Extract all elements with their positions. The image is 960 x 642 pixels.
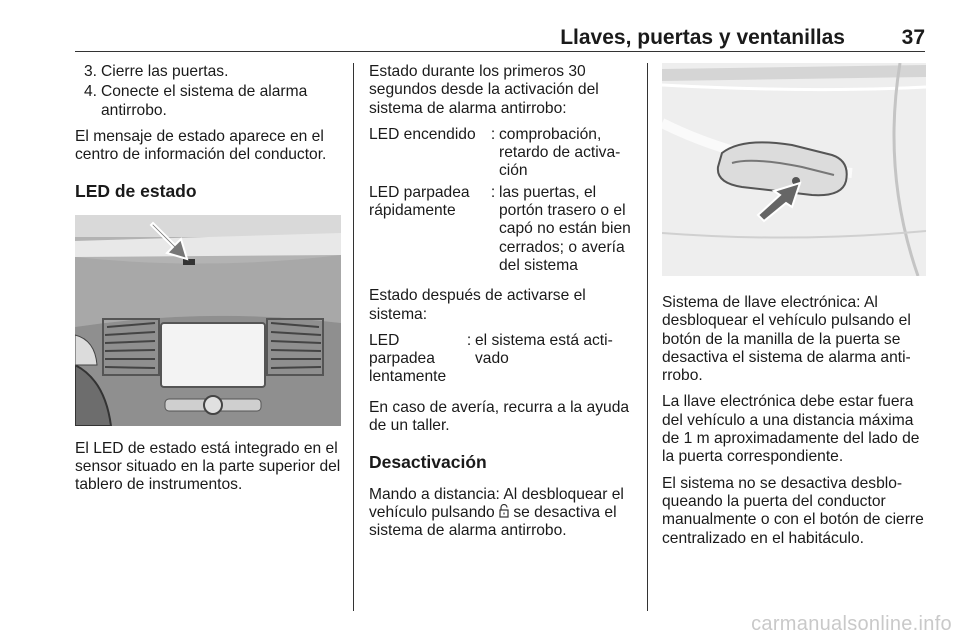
column-3 (662, 63, 926, 556)
header-rule (75, 51, 925, 52)
paragraph: Estado después de activarse el sistema: (369, 287, 586, 323)
status-term: LED parpadea rápidamente (369, 183, 470, 220)
status-description: comprobación, retardo de activa-ción (499, 125, 621, 180)
door-handle-illustration (662, 63, 926, 276)
list-item (75, 83, 341, 120)
status-description: el sistema está acti-vado (475, 331, 613, 368)
separator: : (466, 331, 472, 349)
dashboard-illustration (75, 215, 341, 426)
paragraph: Estado durante los primeros 30 segundos desde la activación del sistema de alarma antirrobo: (369, 63, 599, 117)
page-title: Llaves, puertas y ventanillas (560, 26, 845, 49)
paragraph: El sistema no se desactiva desblo-queando la puerta del conductor manualmente o con el botón de cierre centralizado en el habitáculo. (662, 474, 924, 547)
page-header (75, 26, 925, 50)
paragraph: En caso de avería, recurra a la ayuda de un taller. (369, 398, 630, 435)
column-divider (353, 63, 354, 611)
paragraph (369, 486, 637, 541)
paragraph: Sistema de llave electrónica: Al desbloquear el vehículo pulsando el botón de la manilla de la puerta se desactiva el sistema de alarma anti-rrobo. (662, 294, 911, 385)
section-heading: Desactivación (369, 452, 487, 473)
paragraph: El mensaje de estado aparece en el centro de información del conductor. (75, 127, 327, 164)
page-number: 37 (901, 26, 925, 49)
step-list (75, 63, 341, 120)
column-divider (647, 63, 648, 611)
status-list (369, 332, 637, 387)
status-list (369, 126, 637, 275)
paragraph-text: se desactiva el sistema de alarma antirrobo. (369, 503, 617, 540)
separator: : (490, 125, 496, 143)
paragraph-text: Mando a distancia: Al desbloquear el vehículo pulsando (369, 485, 624, 521)
status-description: las puertas, el portón trasero o el capó no están bien cerrados; o avería del sistema (499, 183, 631, 274)
step-text: Cierre las puertas. (101, 63, 229, 80)
list-item (75, 63, 341, 81)
list-item (369, 126, 637, 181)
section-heading: LED de estado (75, 181, 197, 202)
list-item (369, 332, 637, 387)
status-term: LED parpadea lentamente (369, 331, 447, 386)
column-1 (75, 63, 341, 503)
figure-caption: El LED de estado está integrado en el sensor situado en la parte superior del tablero de instrumentos. (75, 439, 341, 494)
step-text: Conecte el sistema de alarma antirrobo. (101, 83, 308, 119)
step-number: 3. (84, 63, 98, 80)
column-2 (369, 63, 637, 549)
status-term: LED encendido (369, 125, 476, 143)
separator: : (490, 183, 496, 201)
unlock-icon (499, 504, 509, 518)
paragraph: La llave electrónica debe estar fuera del vehículo a una distancia máxima de 1 m aproximadamente del lado de la puerta correspondiente. (662, 393, 920, 466)
step-number: 4. (84, 83, 98, 101)
list-item (369, 184, 637, 275)
watermark: carmanualsonline.info (751, 613, 952, 635)
